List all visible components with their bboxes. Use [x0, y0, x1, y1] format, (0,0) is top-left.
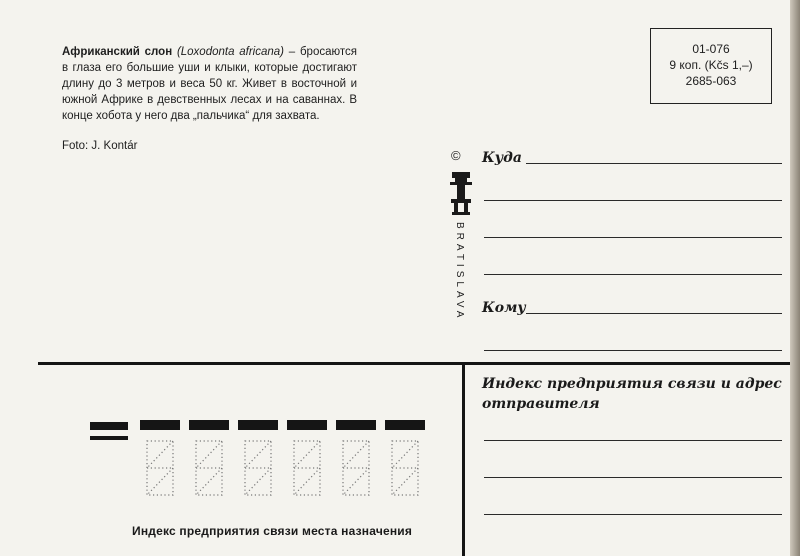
horizontal-divider	[38, 362, 800, 365]
code-line-3: 2685-063	[685, 74, 737, 88]
index-bar-3	[238, 420, 278, 430]
description-text	[62, 44, 357, 124]
description-title: Африканский слон	[62, 46, 173, 58]
copyright-symbol: ©	[451, 148, 461, 163]
index-marker-bottom	[90, 436, 128, 440]
to-address-line-1[interactable]	[526, 163, 782, 164]
publisher-city: BRATISLAVA	[454, 222, 465, 322]
to-address-line-2[interactable]	[484, 200, 782, 201]
to-address-label: Куда	[482, 150, 522, 166]
index-digit-cell-5[interactable]	[342, 440, 370, 496]
index-bar-4	[287, 420, 327, 430]
index-bar-2	[189, 420, 229, 430]
recipient-line-2[interactable]	[484, 350, 782, 351]
index-digit-cell-6[interactable]	[391, 440, 419, 496]
index-bar-5	[336, 420, 376, 430]
index-marker-top	[90, 422, 128, 430]
sender-label: Индекс предприятия связи и адрес отправителя	[482, 376, 782, 412]
code-line-2: 9 коп. (Kčs 1,–)	[669, 58, 753, 72]
description-body: – бросаются в глаза его большие уши и клыки, которые достигают длину до 3 метров и веса 50 кг. Живет в восточной и южной Африке в девственных лесах и на саваннах. В конце хобота у него два „пальчика“ для захвата.	[62, 46, 357, 122]
index-digit-cell-4[interactable]	[293, 440, 321, 496]
to-address-line-4[interactable]	[484, 274, 782, 275]
photo-credit: Foto: J. Kontár	[62, 140, 138, 152]
card-edge	[790, 0, 800, 556]
index-digit-cell-2[interactable]	[195, 440, 223, 496]
publisher-logo-icon	[448, 170, 474, 216]
index-digit-cell-3[interactable]	[244, 440, 272, 496]
sender-line-2[interactable]	[484, 477, 782, 478]
recipient-label: Кому	[482, 300, 526, 316]
vertical-divider	[462, 362, 465, 556]
to-address-line-3[interactable]	[484, 237, 782, 238]
sender-line-3[interactable]	[484, 514, 782, 515]
sender-line-1[interactable]	[484, 440, 782, 441]
index-bar-6	[385, 420, 425, 430]
index-caption: Индекс предприятия связи места назначения	[132, 524, 413, 538]
code-box	[650, 28, 772, 104]
index-bar-1	[140, 420, 180, 430]
index-digit-cell-1[interactable]	[146, 440, 174, 496]
recipient-line-1[interactable]	[526, 313, 782, 314]
code-line-1: 01-076	[692, 42, 730, 56]
description-latin-name: (Loxodonta africana)	[176, 46, 285, 58]
